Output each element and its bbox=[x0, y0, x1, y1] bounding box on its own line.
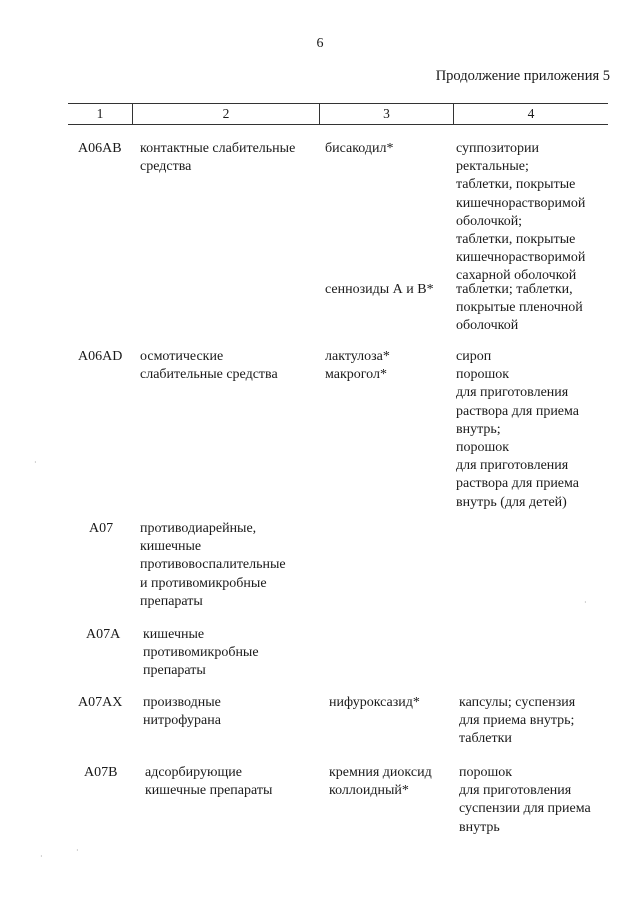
group-name: противодиарейные, кишечные противовоспалительные и противомикробные препараты bbox=[140, 521, 286, 609]
drug-name: кремния диоксид коллоидный* bbox=[329, 765, 432, 799]
column-header-row bbox=[68, 103, 608, 125]
column-header-4: 4 bbox=[454, 104, 609, 125]
atc-code: A07 bbox=[89, 521, 114, 536]
column-header-1: 1 bbox=[68, 104, 133, 125]
group-name: контактные слабительные средства bbox=[140, 141, 296, 175]
group-name: осмотические слабительные средства bbox=[140, 349, 278, 383]
dosage-forms: таблетки; таблетки, покрытые пленочной оболочкой bbox=[456, 282, 583, 334]
atc-code: A06AB bbox=[78, 141, 122, 156]
atc-code: A06AD bbox=[78, 349, 123, 364]
group-name: кишечные противомикробные препараты bbox=[143, 627, 259, 679]
atc-code: A07B bbox=[84, 765, 118, 780]
drug-name: лактулоза* макрогол* bbox=[325, 349, 390, 383]
dosage-forms: капсулы; суспензия для приема внутрь; таблетки bbox=[459, 695, 576, 747]
scan-speck: · bbox=[76, 846, 79, 855]
group-name: производные нитрофурана bbox=[143, 695, 221, 729]
drug-name: нифуроксазид* bbox=[329, 695, 420, 710]
drug-name: бисакодил* bbox=[325, 141, 394, 156]
dosage-forms: суппозитории ректальные; таблетки, покрытые кишечнорастворимой оболочкой; таблетки, покрытые кишечнорастворимой сахарной оболочкой bbox=[456, 141, 586, 284]
dosage-forms: порошок для приготовления суспензии для приема внутрь bbox=[459, 765, 591, 835]
scan-speck: · bbox=[34, 458, 37, 467]
drug-name: сеннозиды А и В* bbox=[325, 282, 434, 297]
scan-speck: · bbox=[584, 598, 587, 607]
column-header-3: 3 bbox=[320, 104, 454, 125]
scan-speck: · bbox=[40, 852, 43, 861]
column-header-2: 2 bbox=[133, 104, 320, 125]
atc-code: A07AX bbox=[78, 695, 123, 710]
dosage-forms: сироп порошок для приготовления раствора для приема внутрь; порошок для приготовления раствора для приема внутрь (для детей) bbox=[456, 349, 579, 510]
atc-code: A07A bbox=[86, 627, 121, 642]
continuation-title: Продолжение приложения 5 bbox=[435, 68, 610, 84]
group-name: адсорбирующие кишечные препараты bbox=[145, 765, 273, 799]
page-number: 6 bbox=[316, 36, 324, 51]
